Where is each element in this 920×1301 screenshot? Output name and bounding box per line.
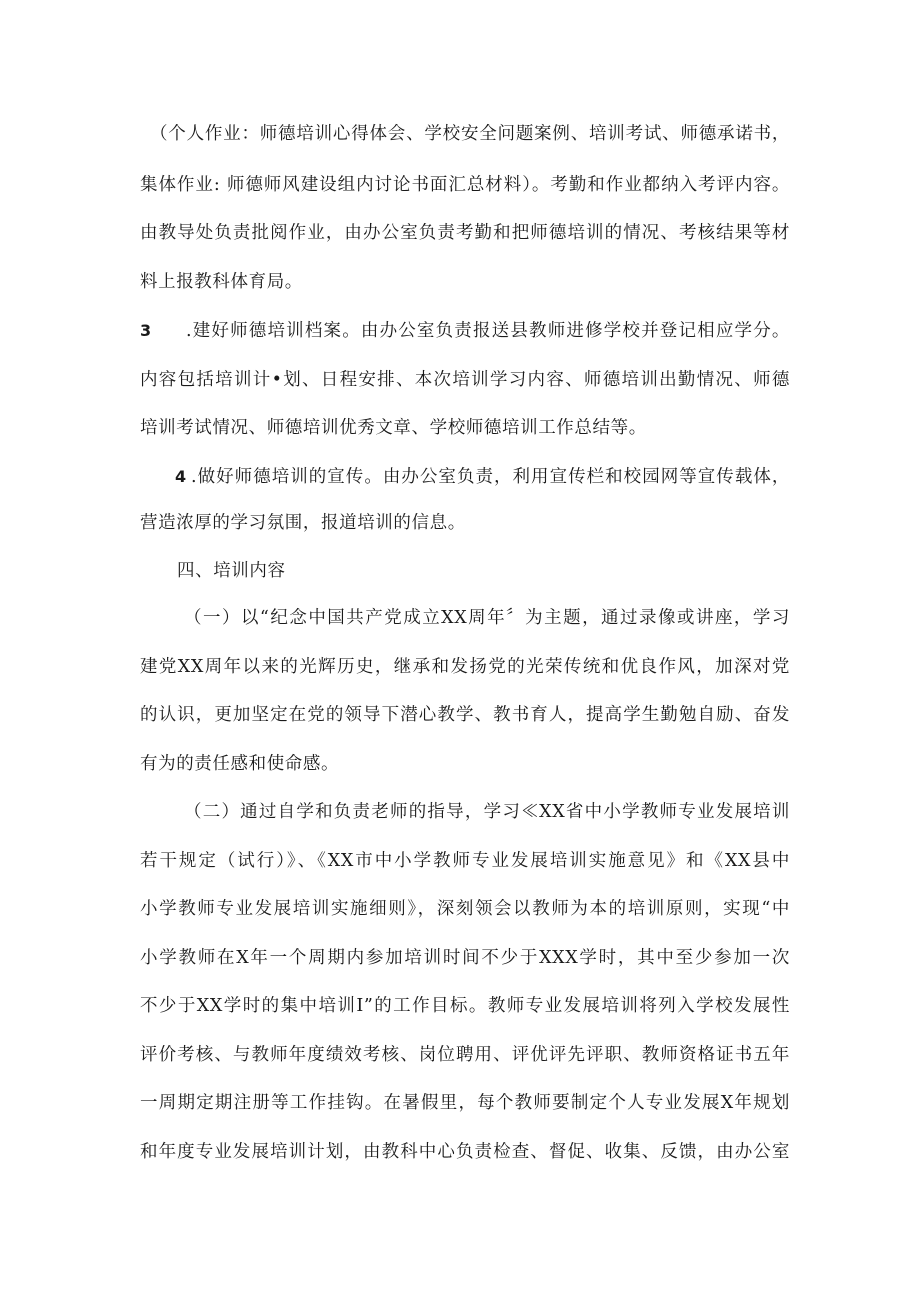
line-text: 集体作业: 师德师风建设组内讨论书面汇总材料）。考勤和作业都纳入考评内容。: [140, 175, 790, 195]
paragraph-line: [140, 703, 790, 727]
line-text: 营造浓厚的学习氛围，报道培训的信息。: [140, 513, 466, 533]
line-text: 料上报教科体育局。: [140, 272, 303, 292]
line-text: .做好师德培训的宣传。由办公室负责，利用宣传栏和校园网等宣传载体，: [191, 467, 790, 487]
line-text: 有为的责任感和使命感。: [140, 754, 340, 774]
section-heading: [177, 559, 827, 583]
paragraph-line: [140, 1043, 790, 1067]
paragraph-line: [140, 1091, 790, 1115]
list-item-4: [175, 465, 790, 489]
line-text: 和年度专业发展培训计划，由教科中心负责检查、督促、收集、反馈，由办公室: [140, 1142, 790, 1162]
line-text: 小学教师在X年一个周期内参加培训时间不少于XXX学时，其中至少参加一次: [140, 948, 790, 968]
list-number: 3: [140, 321, 152, 340]
line-text: 若干规定（试行）》、《XX市中小学教师专业发展培训实施意见》和《XX县中: [140, 851, 790, 871]
line-text: （个人作业：师德培训心得体会、学校安全问题案例、培训考试、师德承诺书，: [150, 124, 790, 144]
paragraph-line: [184, 606, 790, 630]
line-text: 由教导处负责批阅作业，由办公室负责考勤和把师德培训的情况、考核结果等材: [140, 223, 790, 243]
paragraph-line: [150, 122, 790, 146]
line-text: 一周期定期注册等工作挂钩。在暑假里，每个教师要制定个人专业发展X年规划: [140, 1093, 790, 1113]
line-text: 培训考试情况、师德培训优秀文章、学校师德培训工作总结等。: [140, 418, 647, 438]
line-text: 的认识，更加坚定在党的领导下潜心教学、教书育人，提高学生勤勉自励、奋发: [140, 705, 790, 725]
heading-text: 四、培训内容: [177, 561, 286, 581]
paragraph-line: [140, 1140, 790, 1164]
line-text: .建好师德培训档案。由办公室负责报送县教师进修学校并登记相应学分。: [186, 321, 790, 341]
line-text: 评价考核、与教师年度绩效考核、岗位聘用、评优评先评职、教师资格证书五年: [140, 1045, 790, 1065]
list-item-3: [140, 319, 790, 343]
line-text: 不少于XX学时的集中培训I”的工作目标。教师专业发展培训将列入学校发展性: [140, 996, 790, 1016]
paragraph-line: [140, 655, 790, 679]
paragraph-line: [140, 849, 790, 873]
paragraph-line: [184, 800, 790, 824]
paragraph-line: [140, 752, 790, 776]
list-number: 4: [175, 467, 187, 486]
paragraph-line: [140, 511, 790, 535]
line-text: 内容包括培训计•划、日程安排、本次培训学习内容、师德培训出勤情况、师德: [140, 370, 790, 390]
paragraph-line: [140, 173, 790, 197]
paragraph-line: [140, 897, 790, 921]
line-text: 小学教师专业发展培训实施细则》，深刻领会以教师为本的培训原则，实现“中: [140, 899, 790, 919]
paragraph-line: [140, 416, 790, 440]
paragraph-line: [140, 270, 790, 294]
line-text: 建党XX周年以来的光辉历史，继承和发扬党的光荣传统和优良作风，加深对党: [140, 657, 790, 677]
paragraph-line: [140, 368, 790, 392]
paragraph-line: [140, 221, 790, 245]
line-text: （二）通过自学和负责老师的指导，学习≪XX省中小学教师专业发展培训: [184, 802, 790, 822]
paragraph-line: [140, 994, 790, 1018]
paragraph-line: [140, 946, 790, 970]
line-text: （一）以“纪念中国共产党成立XX周年〞为主题，通过录像或讲座，学习: [184, 608, 790, 628]
